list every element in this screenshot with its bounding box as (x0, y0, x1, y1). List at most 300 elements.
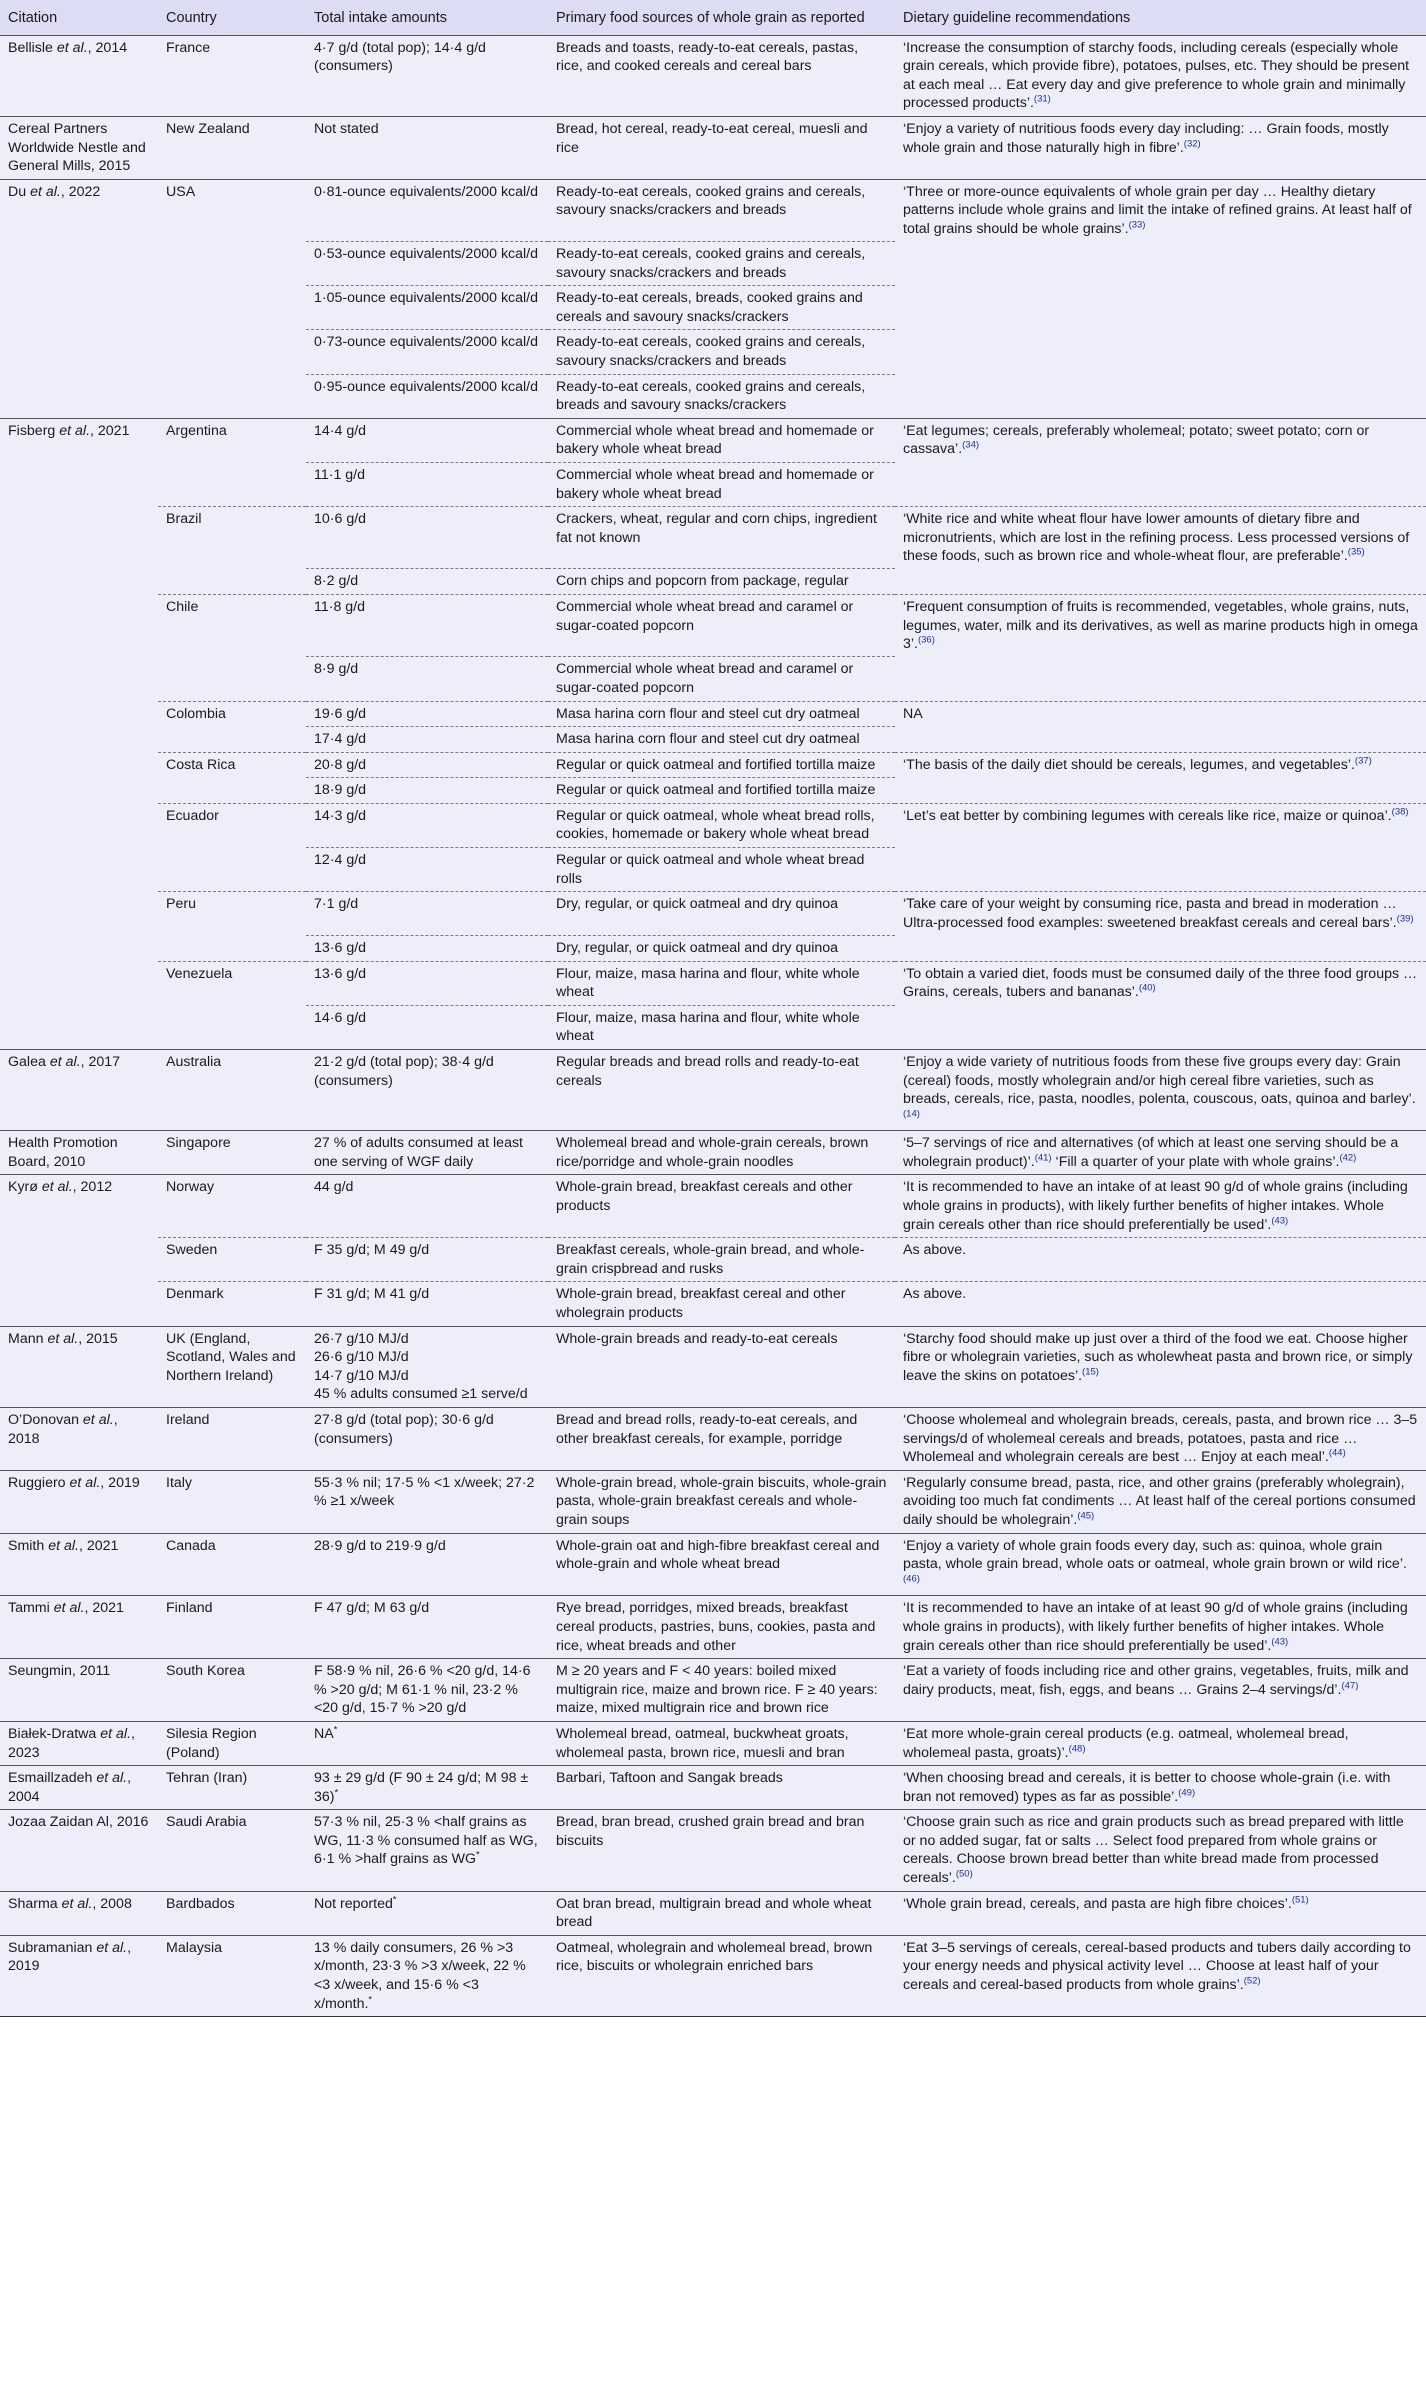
guideline-text: ‘Whole grain bread, cereals, and pasta are high fibre choices’. (903, 1895, 1292, 1912)
cell-guideline (895, 595, 1426, 657)
cell-intake (306, 961, 548, 1005)
cell-intake (306, 1408, 548, 1471)
cell-sources: Masa harina corn flour and steel cut dry oatmeal (548, 701, 895, 727)
cell-citation (0, 1049, 158, 1130)
table-row (0, 701, 1426, 727)
citation-etal: et al. (53, 1600, 85, 1617)
cell-intake (306, 569, 548, 595)
header-sources: Primary food sources of whole grain as reported (548, 0, 895, 35)
cell-sources: Flour, maize, masa harina and flour, white whole wheat (548, 961, 895, 1005)
intake-value: 4·7 g/d (total pop); 14·4 g/d (consumers) (314, 39, 486, 75)
cell-intake (306, 116, 548, 179)
table-row (0, 242, 1426, 286)
cell-country (158, 374, 306, 418)
cell-intake (306, 935, 548, 961)
guideline-text: ‘Enjoy a wide variety of nutritious foods from these five groups every day: Grain (cereal) foods, mostly wholegrain and/or high cereal fibre varieties, such as breads, cereals, rice, pasta, noodles, polenta, couscous, oats, quinoa and barley’. (903, 1053, 1416, 1108)
cell-citation (0, 1721, 158, 1765)
table-header (0, 0, 1426, 35)
citation-year: , 2019 (100, 1474, 140, 1491)
citation-author: Białek-Dratwa (8, 1725, 101, 1742)
citation-year: , 2022 (60, 183, 101, 200)
cell-country (158, 462, 306, 506)
cell-citation (0, 935, 158, 961)
reference-link[interactable]: (49) (1178, 1786, 1196, 1798)
intake-value: 11·1 g/d (314, 466, 366, 483)
intake-value: 27 % of adults consumed at least one serving of WGF daily (314, 1135, 523, 1170)
cell-intake (306, 35, 548, 116)
cell-country: Brazil (158, 507, 306, 569)
cell-citation (0, 116, 158, 179)
reference-link[interactable]: (36) (917, 634, 935, 646)
cell-sources: Commercial whole wheat bread and homemade or bakery whole wheat bread (548, 418, 895, 462)
intake-value: 0·81-ounce equivalents/2000 kcal/d (314, 183, 539, 200)
cell-sources: Regular or quick oatmeal and whole wheat bread rolls (548, 848, 895, 892)
reference-link[interactable]: (37) (1354, 754, 1372, 766)
citation-author: Bellisle (8, 39, 57, 56)
cell-country: Venezuela (158, 961, 306, 1005)
cell-citation (0, 1238, 158, 1282)
table-row (0, 727, 1426, 753)
citation-year: , 2004 (8, 1770, 132, 1805)
table-row (0, 1891, 1426, 1935)
cell-intake (306, 778, 548, 804)
table-row (0, 1596, 1426, 1659)
guideline-text: As above. (903, 1286, 967, 1303)
cell-guideline (895, 462, 1426, 506)
cell-guideline (895, 961, 1426, 1005)
cell-guideline (895, 1470, 1426, 1533)
intake-value: 13·6 g/d (314, 939, 367, 956)
cell-country: Peru (158, 892, 306, 936)
cell-intake (306, 1238, 548, 1282)
intake-value: NA (314, 1725, 334, 1742)
cell-intake (306, 462, 548, 506)
cell-citation (0, 961, 158, 1005)
table-row (0, 848, 1426, 892)
cell-country: New Zealand (158, 116, 306, 179)
citation-year: , 2023 (8, 1725, 135, 1761)
cell-country (158, 848, 306, 892)
cell-citation (0, 418, 158, 462)
intake-line: 26·6 g/10 MJ/d (314, 1349, 409, 1366)
guideline-text: ‘The basis of the daily diet should be cereals, legumes, and vegetables’. (903, 756, 1355, 773)
guideline-text: ‘Eat legumes; cereals, preferably wholemeal; potato; sweet potato; corn or cassava’. (903, 422, 1370, 458)
citation-year: , 2019 (8, 1939, 132, 1975)
cell-citation (0, 242, 158, 286)
cell-guideline (895, 935, 1426, 961)
cell-sources: Commercial whole wheat bread and caramel or sugar-coated popcorn (548, 657, 895, 701)
cell-intake (306, 1596, 548, 1659)
cell-citation (0, 803, 158, 847)
table-row (0, 1282, 1426, 1326)
intake-value: 13 % daily consumers, 26 % >3 x/month, 23·3 % >3 x/week, 22 % <3 x/week, and 15·6 % <3 x/month. (314, 1939, 526, 2012)
reference-link[interactable]: (52) (1243, 1975, 1261, 1987)
reference-link[interactable]: (42) (1339, 1152, 1357, 1164)
cell-intake (306, 1935, 548, 2016)
cell-citation (0, 1005, 158, 1049)
cell-guideline (895, 116, 1426, 179)
cell-country: Malaysia (158, 1935, 306, 2016)
guideline-text: ‘White rice and white wheat flour have lower amounts of dietary fibre and micronutrients, which are lost in the refining process. Less processed versions of these foods, such as brown rice and whole-wheat flour, are preferable’. (903, 511, 1410, 565)
citation-author: Subramanian (8, 1939, 97, 1956)
citation-year: , 2021 (84, 1600, 124, 1617)
reference-link[interactable]: (32) (1183, 137, 1201, 149)
cell-sources: Ready-to-eat cereals, cooked grains and cereals, savoury snacks/crackers and breads (548, 179, 895, 241)
intake-line: 26·7 g/10 MJ/d (314, 1330, 409, 1347)
citation-etal: et al. (48, 1537, 79, 1554)
table-row (0, 374, 1426, 418)
intake-value: Not stated (314, 120, 379, 137)
citation-author: Smith (8, 1537, 49, 1554)
guideline-text: ‘Frequent consumption of fruits is recommended, vegetables, whole grains, nuts, legumes, water, milk and its derivatives, as well as marine products high in omega 3’. (903, 599, 1418, 653)
cell-citation (0, 848, 158, 892)
guideline-text: ‘Regularly consume bread, pasta, rice, and other grains (preferably wholegrain), avoiding too much fat condiments … At least half of the cereal portions consumed daily should be wholegrain’. (903, 1474, 1416, 1528)
cell-citation (0, 330, 158, 374)
intake-value: 28·9 g/d to 219·9 g/d (314, 1537, 446, 1554)
cell-citation (0, 1891, 158, 1935)
table-body (0, 35, 1426, 2017)
table-row (0, 1659, 1426, 1722)
citation-year: , 2014 (87, 39, 128, 56)
guideline-text: ‘Enjoy a variety of whole grain foods every day, such as: quinoa, whole grain pasta, whole grain bread, whole oats or oatmeal, whole grain brown or wild rice’. (903, 1537, 1407, 1573)
cell-sources: Crackers, wheat, regular and corn chips, ingredient fat not known (548, 507, 895, 569)
cell-citation (0, 1935, 158, 2016)
cell-country: Costa Rica (158, 752, 306, 778)
reference-link[interactable]: (45) (1077, 1510, 1095, 1522)
intake-value: 18·9 g/d (314, 782, 367, 799)
cell-sources: Whole-grain bread, breakfast cereal and other wholegrain products (548, 1282, 895, 1326)
citation-etal: et al. (61, 1895, 93, 1912)
reference-link[interactable]: (38) (1391, 806, 1409, 818)
cell-intake (306, 701, 548, 727)
cell-intake (306, 1282, 548, 1326)
cell-intake (306, 1470, 548, 1533)
cell-sources: Barbari, Taftoon and Sangak breads (548, 1766, 895, 1810)
reference-link[interactable]: (43) (1271, 1635, 1289, 1647)
intake-value: 44 g/d (314, 1179, 354, 1196)
intake-value: 93 ± 29 g/d (F 90 ± 24 g/d; M 98 ± 36) (314, 1770, 529, 1805)
reference-link[interactable]: (15) (1082, 1366, 1099, 1378)
citation-etal: et al. (41, 1179, 73, 1196)
guideline-text: ‘Enjoy a variety of nutritious foods every day including: … Grain foods, mostly whole grain and those naturally high in fibre’. (903, 120, 1389, 156)
cell-guideline (895, 418, 1426, 462)
guideline-text: NA (903, 705, 923, 722)
table-row (0, 179, 1426, 241)
cell-guideline (895, 778, 1426, 804)
cell-guideline (895, 1659, 1426, 1722)
cell-citation (0, 752, 158, 778)
cell-guideline (895, 1238, 1426, 1282)
header-country: Country (158, 0, 306, 35)
cell-citation (0, 462, 158, 506)
table-row (0, 1766, 1426, 1810)
reference-link[interactable]: (35) (1347, 546, 1365, 558)
intake-value: 0·53-ounce equivalents/2000 kcal/d (314, 246, 539, 263)
guideline-text: ‘Increase the consumption of starchy foods, including cereals (especially whole grain cereals, which provide fibre), potatoes, pulses, etc. They should be present at each meal … Eat every day and give preference to whole grain and minimally processed products’. (903, 39, 1410, 112)
cell-citation (0, 35, 158, 116)
cell-intake (306, 507, 548, 569)
cell-guideline (895, 1175, 1426, 1238)
reference-link[interactable]: (46) (903, 1573, 920, 1585)
cell-sources: Regular or quick oatmeal and fortified tortilla maize (548, 778, 895, 804)
cell-citation (0, 1408, 158, 1471)
cell-sources: Regular or quick oatmeal and fortified tortilla maize (548, 752, 895, 778)
table-row (0, 1005, 1426, 1049)
guideline-text: ‘Three or more-ounce equivalents of whole grain per day … Healthy dietary patterns include whole grains and limit the intake of refined grains. At least half of total grains should be whole grains’. (903, 183, 1412, 237)
cell-citation (0, 1470, 158, 1533)
reference-link[interactable]: (43) (1271, 1214, 1289, 1226)
citation-author: Kyrø (8, 1179, 42, 1196)
table-row (0, 595, 1426, 657)
intake-value: 12·4 g/d (314, 852, 367, 869)
table-row (0, 752, 1426, 778)
cell-intake (306, 848, 548, 892)
cell-sources: Dry, regular, or quick oatmeal and dry quinoa (548, 892, 895, 936)
cell-country: Silesia Region (Poland) (158, 1721, 306, 1765)
intake-value: 14·3 g/d (314, 807, 367, 824)
citation-author: Sharma (8, 1895, 62, 1912)
cell-guideline (895, 892, 1426, 936)
cell-country (158, 330, 306, 374)
cell-country: Finland (158, 1596, 306, 1659)
cell-guideline (895, 1326, 1426, 1407)
cell-citation (0, 1766, 158, 1810)
citation-etal: et al. (56, 39, 88, 56)
cell-guideline (895, 374, 1426, 418)
cell-citation (0, 507, 158, 569)
intake-value: F 58·9 % nil, 26·6 % <20 g/d, 14·6 % >20 g/d; M 61·1 % nil, 23·2 % <20 g/d, 15·7 % >20 g/d (314, 1663, 531, 1717)
cell-sources: Ready-to-eat cereals, cooked grains and cereals, savoury snacks/crackers and breads (548, 330, 895, 374)
guideline-text: ‘When choosing bread and cereals, it is better to choose whole-grain (i.e. with bran not removed) types as far as possible’. (903, 1770, 1391, 1805)
cell-country (158, 286, 306, 330)
intake-value: 13·6 g/d (314, 965, 367, 982)
reference-link[interactable]: (41) (1034, 1152, 1052, 1164)
reference-link[interactable]: (33) (1128, 219, 1146, 231)
cell-country: Argentina (158, 418, 306, 462)
table-row (0, 1175, 1426, 1238)
citation-author: Fisberg (8, 422, 60, 439)
table-row (0, 462, 1426, 506)
cell-country: UK (England, Scotland, Wales and Northern Ireland) (158, 1326, 306, 1407)
intake-value: F 31 g/d; M 41 g/d (314, 1286, 430, 1303)
intake-value: 21·2 g/d (total pop); 38·4 g/d (consumers) (314, 1053, 494, 1089)
citation-year: , 2021 (78, 1537, 119, 1554)
cell-guideline (895, 242, 1426, 286)
intake-value: 20·8 g/d (314, 756, 367, 773)
citation-year: , 2015 (78, 1330, 118, 1347)
cell-sources: Regular or quick oatmeal, whole wheat bread rolls, cookies, homemade or bakery whole wheat bread (548, 803, 895, 847)
citation-author: Seungmin, 2011 (8, 1663, 111, 1680)
guideline-text: ‘To obtain a varied diet, foods must be consumed daily of the three food groups … Grains, cereals, tubers and bananas’. (903, 965, 1418, 1001)
footnote-asterisk: * (368, 1993, 373, 2005)
cell-country (158, 727, 306, 753)
footnote-asterisk: * (333, 1724, 338, 1736)
cell-sources: Wholemeal bread, oatmeal, buckwheat groats, wholemeal pasta, brown rice, muesli and bran (548, 1721, 895, 1765)
citation-etal: et al. (69, 1474, 101, 1491)
intake-value: 0·73-ounce equivalents/2000 kcal/d (314, 334, 539, 351)
intake-value: 17·4 g/d (314, 731, 367, 748)
cell-citation (0, 1533, 158, 1596)
cell-guideline (895, 35, 1426, 116)
cell-country: Italy (158, 1470, 306, 1533)
citation-year: , 2008 (92, 1895, 132, 1912)
citation-author: Cereal Partners Worldwide Nestle and General Mills, 2015 (8, 120, 146, 175)
cell-intake (306, 727, 548, 753)
cell-sources: Rye bread, porridges, mixed breads, breakfast cereal products, pastries, buns, cookies, pasta and rice, wheat breads and other (548, 1596, 895, 1659)
table-row (0, 1408, 1426, 1471)
citation-year: , 2012 (72, 1179, 113, 1196)
reference-link[interactable]: (40) (1138, 982, 1156, 994)
cell-intake (306, 657, 548, 701)
cell-country: Norway (158, 1175, 306, 1238)
cell-intake (306, 892, 548, 936)
cell-guideline (895, 752, 1426, 778)
citation-author: Jozaa Zaidan Al, 2016 (8, 1814, 149, 1831)
cell-country: Tehran (Iran) (158, 1766, 306, 1810)
cell-citation (0, 1659, 158, 1722)
header-citation: Citation (0, 0, 158, 35)
intake-value: 14·6 g/d (314, 1009, 367, 1026)
table-row (0, 418, 1426, 462)
cell-intake (306, 595, 548, 657)
cell-citation (0, 778, 158, 804)
cell-citation (0, 1175, 158, 1238)
cell-sources: Dry, regular, or quick oatmeal and dry quinoa (548, 935, 895, 961)
reference-link[interactable]: (51) (1291, 1893, 1309, 1905)
cell-country (158, 242, 306, 286)
cell-intake (306, 1533, 548, 1596)
reference-link[interactable]: (44) (1328, 1447, 1346, 1459)
table-row (0, 1326, 1426, 1407)
cell-sources: Whole-grain bread, breakfast cereals and other products (548, 1175, 895, 1238)
cell-sources: Bread, hot cereal, ready-to-eat cereal, muesli and rice (548, 116, 895, 179)
citation-etal: et al. (100, 1725, 132, 1742)
cell-guideline (895, 1891, 1426, 1935)
citation-author: Mann (8, 1330, 48, 1347)
cell-guideline (895, 330, 1426, 374)
cell-intake (306, 374, 548, 418)
intake-value: 14·4 g/d (314, 422, 367, 439)
cell-citation (0, 727, 158, 753)
intake-value: F 35 g/d; M 49 g/d (314, 1242, 430, 1259)
cell-country: Sweden (158, 1238, 306, 1282)
reference-link[interactable]: (31) (1033, 93, 1051, 105)
cell-guideline (895, 1721, 1426, 1765)
intake-line: 45 % adults consumed ≥1 serve/d (314, 1386, 528, 1403)
footnote-asterisk: * (392, 1893, 397, 1905)
cell-guideline (895, 803, 1426, 847)
guideline-text: ‘Let’s eat better by combining legumes with cereals like rice, maize or quinoa’. (903, 807, 1392, 824)
table-row (0, 657, 1426, 701)
cell-sources: Breakfast cereals, whole-grain bread, and whole-grain crispbread and rusks (548, 1238, 895, 1282)
cell-country: Bardbados (158, 1891, 306, 1935)
cell-guideline (895, 657, 1426, 701)
intake-value: F 47 g/d; M 63 g/d (314, 1600, 430, 1617)
citation-author: Ruggiero (8, 1474, 70, 1491)
citation-etal: et al. (49, 1053, 81, 1070)
cell-intake (306, 418, 548, 462)
cell-guideline (895, 1408, 1426, 1471)
guideline-text: ‘Eat 3–5 servings of cereals, cereal-based products and tubers daily according to your energy needs and physical activity level … Choose at least half of your cereals and cereal-based products from whole grains’. (903, 1939, 1411, 1994)
cell-intake (306, 242, 548, 286)
citation-year: , 2018 (8, 1412, 118, 1447)
cell-sources: Ready-to-eat cereals, breads, cooked grains and cereals and savoury snacks/crackers (548, 286, 895, 330)
cell-country: Ecuador (158, 803, 306, 847)
guideline-text: ‘Choose wholemeal and wholegrain breads, cereals, pasta, and brown rice … 3–5 servings/d of wholemeal cereals and breads, potatoes, pasta and rice … Wholemeal and wholegrain cereals are best … Enjoy at each meal’. (903, 1412, 1418, 1466)
intake-value: 27·8 g/d (total pop); 30·6 g/d (consumers) (314, 1412, 494, 1447)
cell-sources: Wholemeal bread and whole-grain cereals, brown rice/porridge and whole-grain noodles (548, 1131, 895, 1175)
intake-value: 57·3 % nil, 25·3 % <half grains as WG, 11·3 % consumed half as WG, 6·1 % >half grains as WG (314, 1814, 538, 1868)
table-row (0, 35, 1426, 116)
cell-guideline (895, 1810, 1426, 1891)
table-row (0, 1131, 1426, 1175)
guideline-text: ‘It is recommended to have an intake of at least 90 g/d of whole grains (including whole grains in products), with likely further benefits of higher intakes. Whole grain cereals other than rice should preferentially be used’. (903, 1600, 1408, 1654)
citation-etal: et al. (47, 1330, 79, 1347)
reference-link[interactable]: (47) (1341, 1679, 1359, 1691)
cell-sources: M ≥ 20 years and F < 40 years: boiled mixed multigrain rice, maize and brown rice. F ≥ 40 years: maize, mixed multigrain rice and brown rice (548, 1659, 895, 1722)
cell-citation (0, 1596, 158, 1659)
intake-value: 19·6 g/d (314, 705, 367, 722)
guideline-text: ‘Eat more whole-grain cereal products (e.g. oatmeal, wholemeal bread, wholemeal pasta, groats)’. (903, 1725, 1349, 1761)
cell-citation (0, 892, 158, 936)
guideline-text: ‘Eat a variety of foods including rice and other grains, vegetables, fruits, milk and dairy products, meat, fish, eggs, and beans … Grains 2–4 servings/d’. (903, 1663, 1409, 1698)
cell-citation (0, 701, 158, 727)
cell-citation (0, 657, 158, 701)
table-row (0, 1049, 1426, 1130)
cell-intake (306, 286, 548, 330)
cell-intake (306, 1049, 548, 1130)
table-row (0, 1810, 1426, 1891)
cell-country: Colombia (158, 701, 306, 727)
reference-link[interactable]: (14) (903, 1107, 920, 1119)
cell-citation (0, 1282, 158, 1326)
cell-guideline (895, 727, 1426, 753)
intake-value: Not reported (314, 1895, 393, 1912)
citation-year: , 2017 (80, 1053, 121, 1070)
cell-country: Chile (158, 595, 306, 657)
cell-guideline (895, 1596, 1426, 1659)
cell-guideline (895, 1533, 1426, 1596)
table-row (0, 1238, 1426, 1282)
cell-sources: Commercial whole wheat bread and caramel or sugar-coated popcorn (548, 595, 895, 657)
citation-author: Du (8, 183, 31, 200)
cell-citation (0, 179, 158, 241)
cell-guideline (895, 1131, 1426, 1175)
cell-country: France (158, 35, 306, 116)
cell-intake (306, 1721, 548, 1765)
cell-sources: Breads and toasts, ready-to-eat cereals, pastas, rice, and cooked cereals and cereal bars (548, 35, 895, 116)
reference-link[interactable]: (39) (1396, 913, 1414, 925)
reference-link[interactable]: (48) (1068, 1742, 1086, 1754)
cell-sources: Flour, maize, masa harina and flour, white whole wheat (548, 1005, 895, 1049)
table-row (0, 116, 1426, 179)
citation-etal: et al. (82, 1412, 114, 1428)
guideline-text: ‘Starchy food should make up just over a third of the food we eat. Choose higher fibre or wholegrain varieties, such as wholewheat pasta and brown rice, or simply leave the skins on potatoes’. (903, 1330, 1413, 1384)
citation-etal: et al. (96, 1939, 128, 1956)
cell-sources: Ready-to-eat cereals, cooked grains and cereals, savoury snacks/crackers and breads (548, 242, 895, 286)
reference-link[interactable]: (34) (962, 439, 980, 451)
reference-link[interactable]: (50) (955, 1868, 973, 1880)
intake-line: 14·7 g/10 MJ/d (314, 1367, 409, 1384)
cell-sources: Ready-to-eat cereals, cooked grains and cereals, breads and savoury snacks/crackers (548, 374, 895, 418)
cell-sources: Masa harina corn flour and steel cut dry oatmeal (548, 727, 895, 753)
cell-guideline (895, 507, 1426, 569)
guideline-text: ‘5–7 servings of rice and alternatives (of which at least one serving should be a wholegrain product)’. (903, 1135, 1399, 1170)
cell-country: Canada (158, 1533, 306, 1596)
cell-country (158, 1005, 306, 1049)
citation-author: O’Donovan (8, 1412, 83, 1428)
cell-citation (0, 1810, 158, 1891)
